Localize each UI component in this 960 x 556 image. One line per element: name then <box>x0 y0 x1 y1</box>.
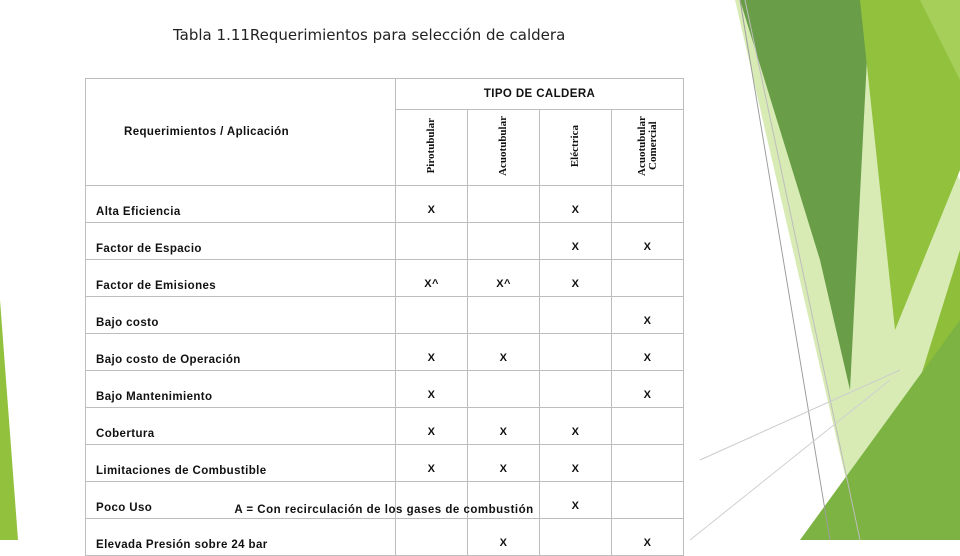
cell <box>468 223 540 260</box>
cell: X <box>396 186 468 223</box>
table-row <box>86 334 684 371</box>
table-row <box>86 186 684 223</box>
cell: X^ <box>396 260 468 297</box>
cell <box>540 334 612 371</box>
cell <box>396 223 468 260</box>
cell <box>540 371 612 408</box>
slide-title: Tabla 1.11Requerimientos para selección de caldera <box>173 26 566 44</box>
cell <box>468 186 540 223</box>
cell: X <box>468 445 540 482</box>
cell: X <box>612 371 684 408</box>
requirements-table-figure <box>85 78 683 551</box>
table-footnote: A = Con recirculación de los gases de combustión <box>234 504 534 516</box>
cell <box>612 260 684 297</box>
cell: X <box>612 223 684 260</box>
cell <box>612 186 684 223</box>
cell: X <box>396 445 468 482</box>
cell: X <box>612 297 684 334</box>
cell <box>540 297 612 334</box>
table-row <box>86 408 684 445</box>
cell: X <box>468 519 540 556</box>
row-header: Requerimientos / Aplicación <box>86 79 396 186</box>
cell: X <box>540 482 612 519</box>
cell: X <box>540 445 612 482</box>
row-label: Bajo costo <box>86 297 396 334</box>
cell: X <box>540 223 612 260</box>
row-label: Poco Uso <box>86 482 396 519</box>
cell <box>396 297 468 334</box>
row-label: Bajo costo de Operación <box>86 334 396 371</box>
table-row <box>86 519 684 556</box>
row-label: Elevada Presión sobre 24 bar <box>86 519 396 556</box>
cell: X <box>468 408 540 445</box>
row-label: Bajo Mantenimiento <box>86 371 396 408</box>
cell: X <box>540 260 612 297</box>
row-label: Alta Eficiencia <box>86 186 396 223</box>
cell: X <box>612 334 684 371</box>
table-row <box>86 297 684 334</box>
row-label: Limitaciones de Combustible <box>86 445 396 482</box>
cell: X <box>396 334 468 371</box>
cell <box>468 371 540 408</box>
cell: X <box>540 186 612 223</box>
table-row <box>86 223 684 260</box>
row-label: Factor de Espacio <box>86 223 396 260</box>
column-header: Acuotubular Comercial <box>612 110 684 186</box>
table-row <box>86 371 684 408</box>
cell <box>396 519 468 556</box>
column-header: Acuotubular <box>468 110 540 186</box>
cell <box>468 297 540 334</box>
boiler-requirements-table <box>85 78 684 556</box>
table-row <box>86 445 684 482</box>
cell: X <box>612 519 684 556</box>
cell <box>612 445 684 482</box>
cell: X <box>540 408 612 445</box>
table-row <box>86 260 684 297</box>
column-header: Eléctrica <box>540 110 612 186</box>
cell: X <box>468 334 540 371</box>
cell: X <box>396 408 468 445</box>
row-label: Factor de Emisiones <box>86 260 396 297</box>
row-label: Cobertura <box>86 408 396 445</box>
column-header: Pirotubular <box>396 110 468 186</box>
cell: X^ <box>468 260 540 297</box>
cell: X <box>396 371 468 408</box>
group-header: TIPO DE CALDERA <box>396 79 684 110</box>
cell <box>612 408 684 445</box>
cell <box>540 519 612 556</box>
